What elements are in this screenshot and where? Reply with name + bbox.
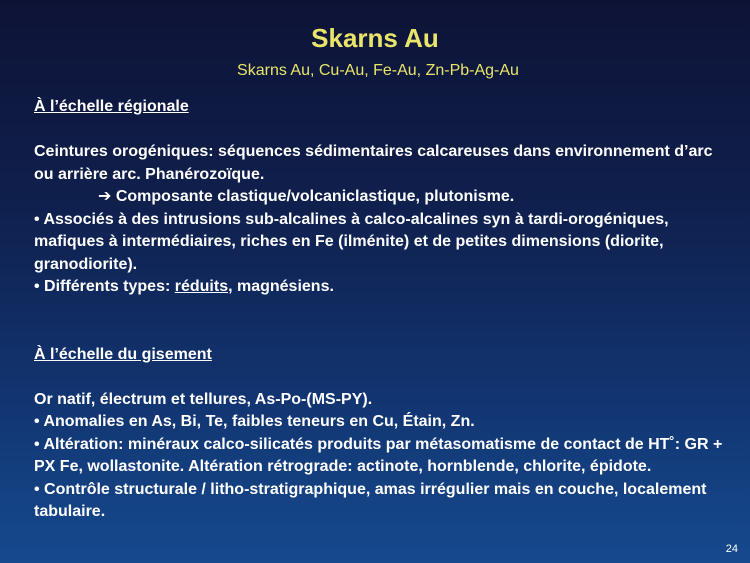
regional-bullet-2-a: • Différents types: — [34, 278, 175, 295]
slide-body — [34, 96, 734, 524]
regional-text-2 — [34, 186, 734, 209]
regional-heading: À l’échelle régionale — [34, 98, 189, 115]
deposit-text-1: Or natif, électrum et tellures, As-Po-(MS-PY). — [34, 390, 373, 408]
deposit-heading: À l’échelle du gisement — [34, 345, 212, 363]
deposit-bullet-3: • Contrôle structurale / litho-stratigraphique, amas irrégulier mais en couche, localement tabulaire. — [34, 480, 707, 520]
regional-text-1: Ceintures orogéniques: séquences sédimentaires calcareuses dans environnement d’arc ou arrière arc. Phanérozoïque. — [34, 143, 713, 183]
slide-title: Skarns Au — [311, 23, 439, 53]
regional-bullet-2 — [34, 276, 734, 299]
arrow-icon: ➔ — [98, 188, 112, 205]
regional-bullet-2-underlined: réduits — [174, 278, 229, 295]
page-number: 24 — [725, 543, 738, 555]
deposit-bullet-1: • Anomalies en As, Bi, Te, faibles teneurs en Cu, Étain, Zn. — [34, 413, 475, 430]
regional-bullet-2-b: , magnésiens. — [228, 278, 334, 295]
regional-text-2-body: Composante clastique/volcaniclastique, plutonisme. — [111, 188, 515, 205]
deposit-bullet-2: • Altération: minéraux calco-silicatés produits par métasomatisme de contact de HT˚: GR + PX Fe, wollastonite. Altération rétrograde: actinote, hornblende, chlorite, épidote. — [34, 435, 723, 475]
slide-subtitle: Skarns Au, Cu-Au, Fe-Au, Zn-Pb-Ag-Au — [237, 62, 519, 79]
regional-bullet-1: • Associés à des intrusions sub-alcalines à calco-alcalines syn à tardi-orogéniques, mafiques à intermédiaires, riches en Fe (ilménite) et de petites dimensions (diorite, granodiorite). — [34, 210, 669, 273]
